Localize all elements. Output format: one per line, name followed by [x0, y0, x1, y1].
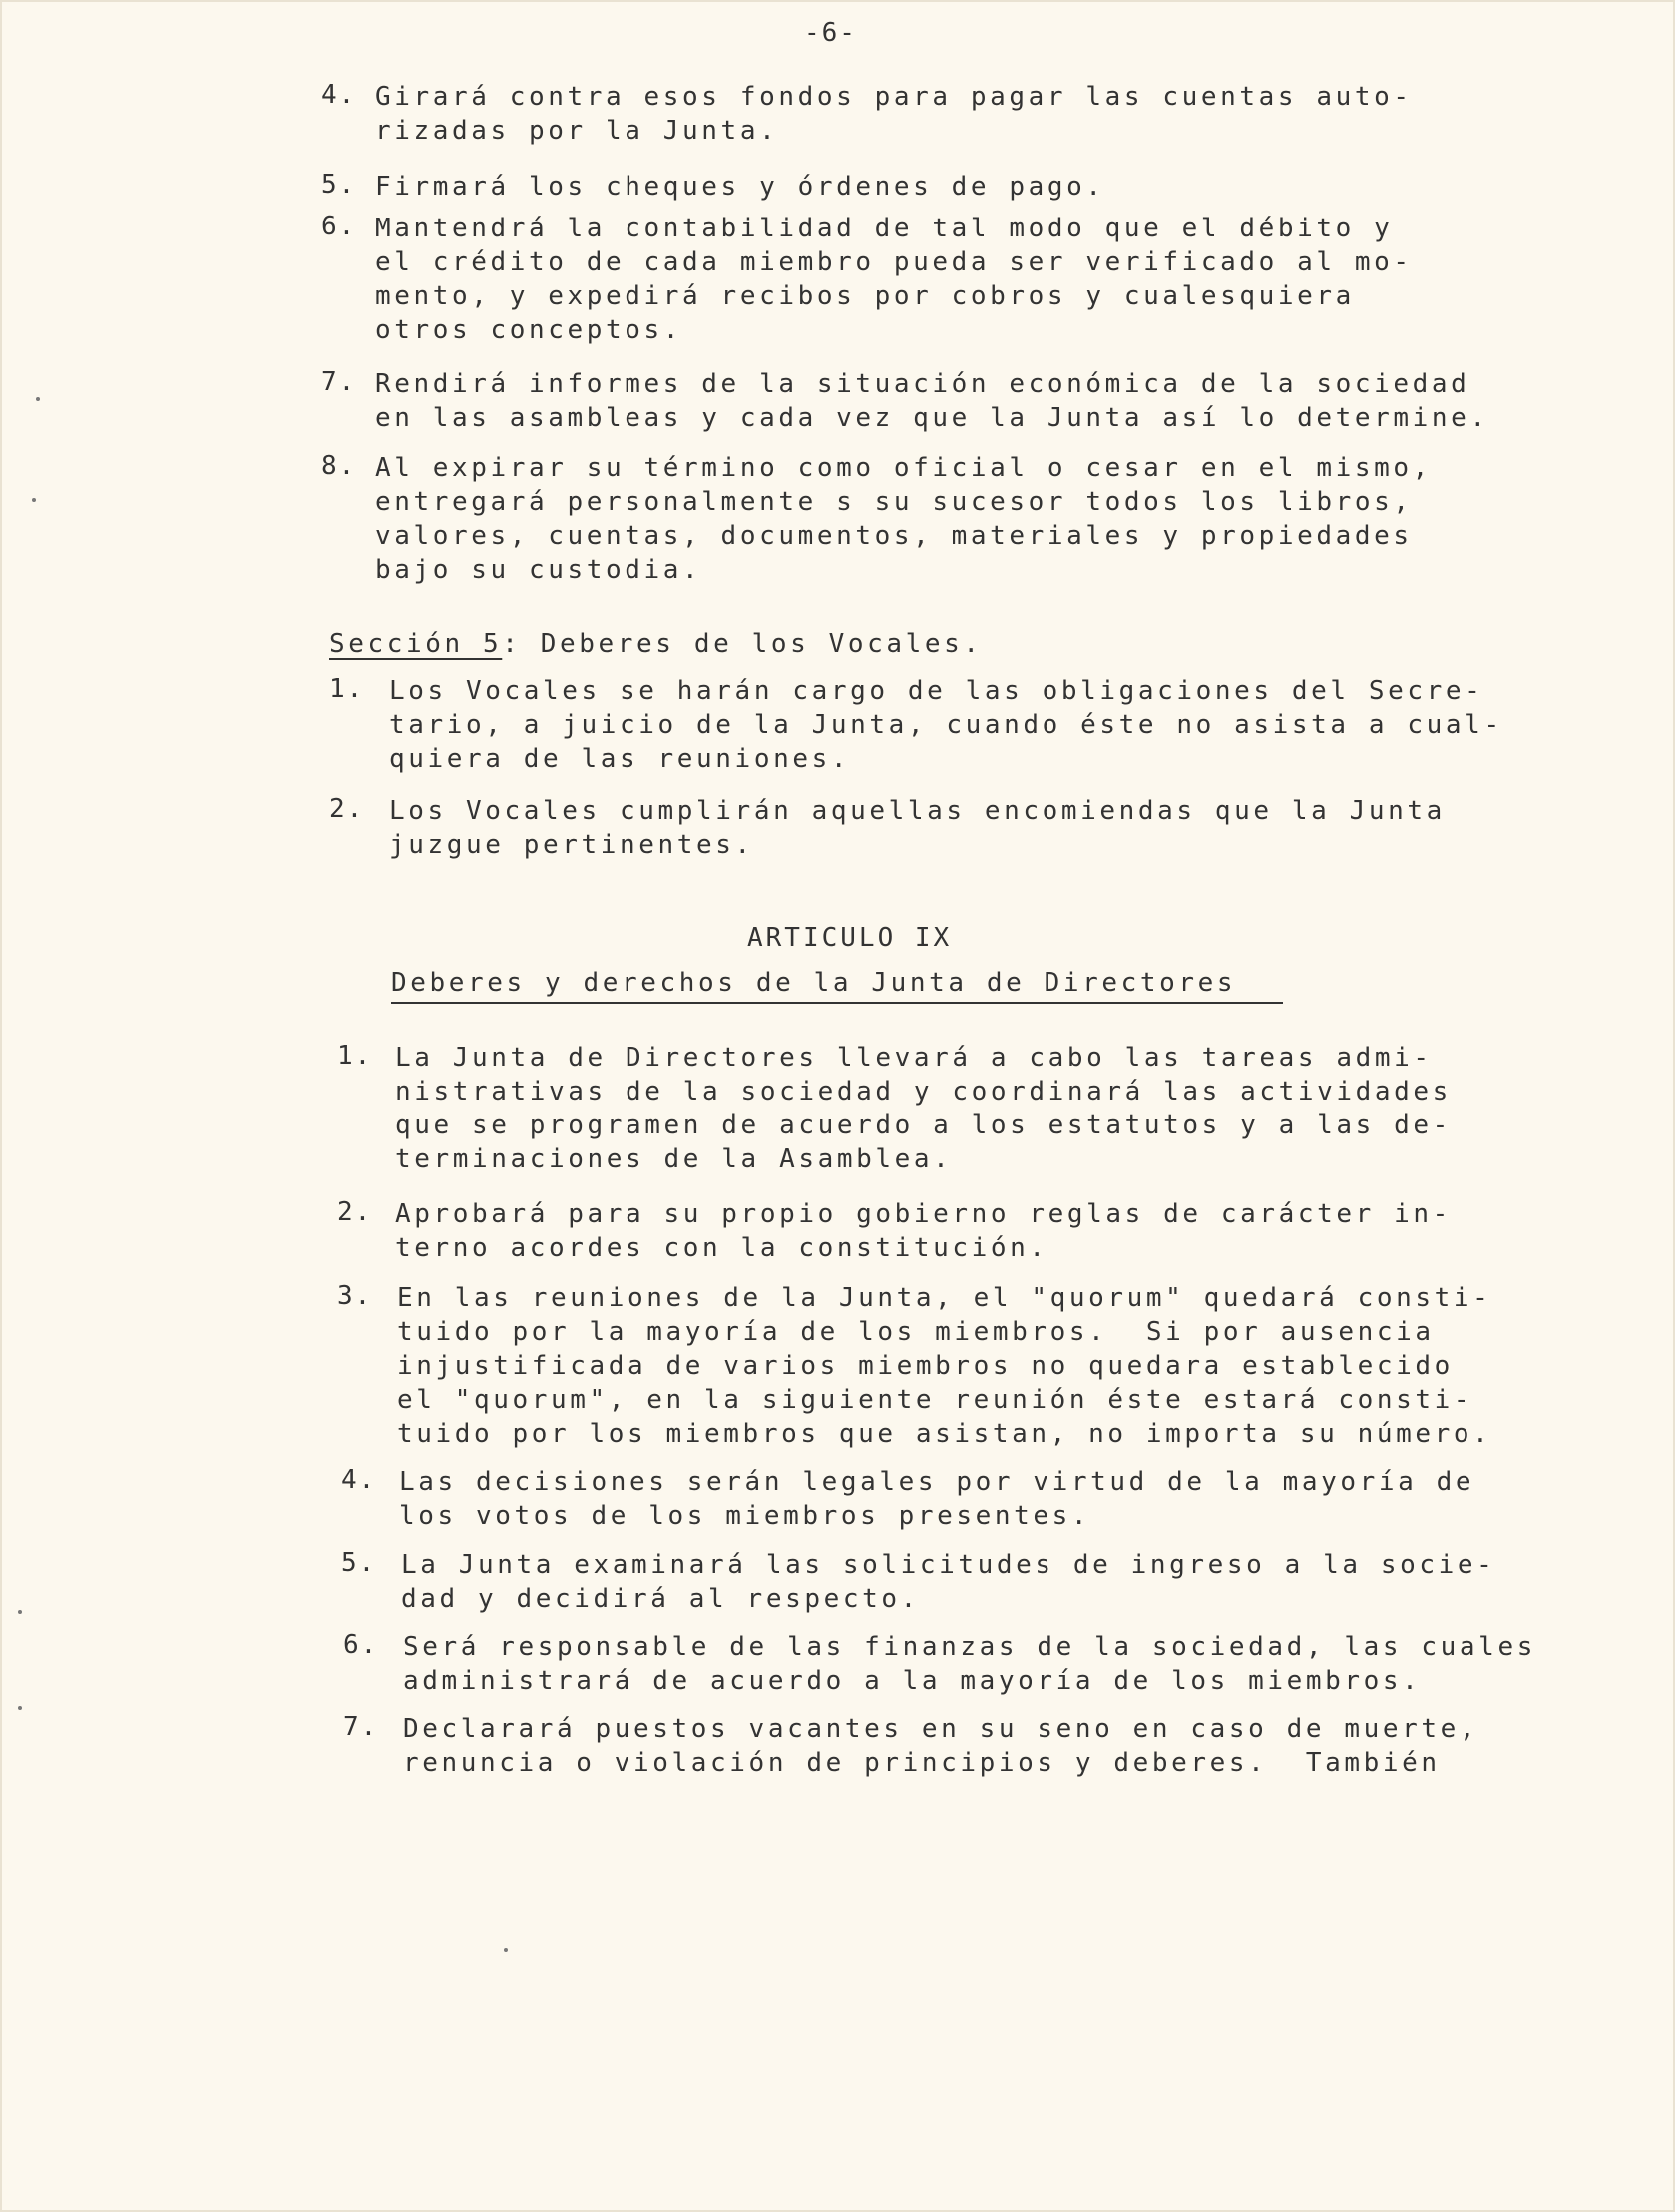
item-line: injustificada de varios miembros no quedara establecido — [397, 1351, 1454, 1381]
item-line: La Junta examinará las solicitudes de ingreso a la socie- — [401, 1550, 1496, 1580]
subtitle-underline — [391, 1002, 1283, 1004]
item-number: 4. — [321, 80, 357, 110]
item-line: tuido por la mayoría de los miembros. Si por ausencia — [397, 1317, 1435, 1347]
article-title: ARTICULO IX — [747, 923, 953, 953]
item-line: terno acordes con la constitución. — [395, 1233, 1048, 1263]
item-line: Rendirá informes de la situación económica de la sociedad — [375, 369, 1470, 399]
item-number: 5. — [321, 170, 357, 200]
item-number: 6. — [321, 212, 357, 241]
item-number: 4. — [341, 1465, 377, 1495]
section-heading — [329, 627, 983, 661]
item-line: En las reuniones de la Junta, el "quorum" quedará consti- — [397, 1283, 1492, 1313]
item-line: Firmará los cheques y órdenes de pago. — [375, 172, 1105, 202]
item-line: el crédito de cada miembro pueda ser verificado al mo- — [375, 247, 1413, 277]
item-number: 5. — [341, 1548, 377, 1578]
item-line: juzgue pertinentes. — [389, 830, 754, 860]
item-line: en las asambleas y cada vez que la Junta así lo determine. — [375, 403, 1489, 433]
item-line: Mantendrá la contabilidad de tal modo que el débito y — [375, 214, 1394, 243]
item-line: renuncia o violación de principios y deberes. También — [403, 1748, 1441, 1778]
item-line: Será responsable de las finanzas de la sociedad, las cuales — [403, 1632, 1536, 1662]
scan-speck — [32, 498, 36, 502]
item-number: 7. — [321, 367, 357, 397]
scan-speck — [504, 1948, 508, 1952]
item-number: 2. — [337, 1197, 373, 1227]
item-line: La Junta de Directores llevará a cabo las tareas admi- — [395, 1043, 1433, 1073]
item-line: mento, y expedirá recibos por cobros y cualesquiera — [375, 281, 1355, 311]
item-number: 7. — [343, 1712, 379, 1742]
item-number: 6. — [343, 1630, 379, 1660]
item-number: 2. — [329, 794, 365, 824]
item-line: administrará de acuerdo a la mayoría de los miembros. — [403, 1666, 1422, 1696]
scan-speck — [36, 397, 40, 401]
item-line: Girará contra esos fondos para pagar las cuentas auto- — [375, 82, 1413, 112]
item-line: Los Vocales se harán cargo de las obligaciones del Secre- — [389, 676, 1484, 706]
item-line: otros conceptos. — [375, 315, 683, 345]
section-title: : Deberes de los Vocales. — [502, 629, 983, 659]
item-line: terminaciones de la Asamblea. — [395, 1144, 953, 1174]
item-line: Aprobará para su propio gobierno reglas de carácter in- — [395, 1199, 1452, 1229]
item-line: dad y decidirá al respecto. — [401, 1584, 920, 1614]
page-number: -6- — [804, 18, 857, 48]
item-line: el "quorum", en la siguiente reunión éste estará consti- — [397, 1385, 1473, 1415]
item-line: los votos de los miembros presentes. — [399, 1501, 1091, 1531]
item-line: Al expirar su término como oficial o cesar en el mismo, — [375, 453, 1432, 483]
item-line: Los Vocales cumplirán aquellas encomiendas que la Junta — [389, 796, 1446, 826]
item-number: 8. — [321, 451, 357, 481]
item-line: que se programen de acuerdo a los estatutos y a las de- — [395, 1110, 1452, 1140]
item-line: entregará personalmente s su sucesor todos los libros, — [375, 487, 1413, 517]
item-line: bajo su custodia. — [375, 555, 702, 585]
item-line: valores, cuentas, documentos, materiales y propiedades — [375, 521, 1413, 551]
item-number: 1. — [337, 1041, 373, 1071]
item-line: rizadas por la Junta. — [375, 116, 779, 146]
item-line: Las decisiones serán legales por virtud de la mayoría de — [399, 1467, 1475, 1497]
item-number: 1. — [329, 674, 365, 704]
item-line: tuido por los miembros que asistan, no importa su número. — [397, 1419, 1492, 1449]
item-line: tario, a juicio de la Junta, cuando éste no asista a cual- — [389, 710, 1503, 740]
item-line: Declarará puestos vacantes en su seno en caso de muerte, — [403, 1714, 1479, 1744]
item-line: quiera de las reuniones. — [389, 744, 851, 774]
item-number: 3. — [337, 1281, 373, 1311]
article-subtitle: Deberes y derechos de la Junta de Directores — [391, 968, 1237, 998]
item-line: nistrativas de la sociedad y coordinará las actividades — [395, 1077, 1452, 1106]
scan-speck — [18, 1610, 22, 1614]
scan-speck — [18, 1706, 22, 1710]
section-label: Sección 5 — [329, 629, 503, 659]
